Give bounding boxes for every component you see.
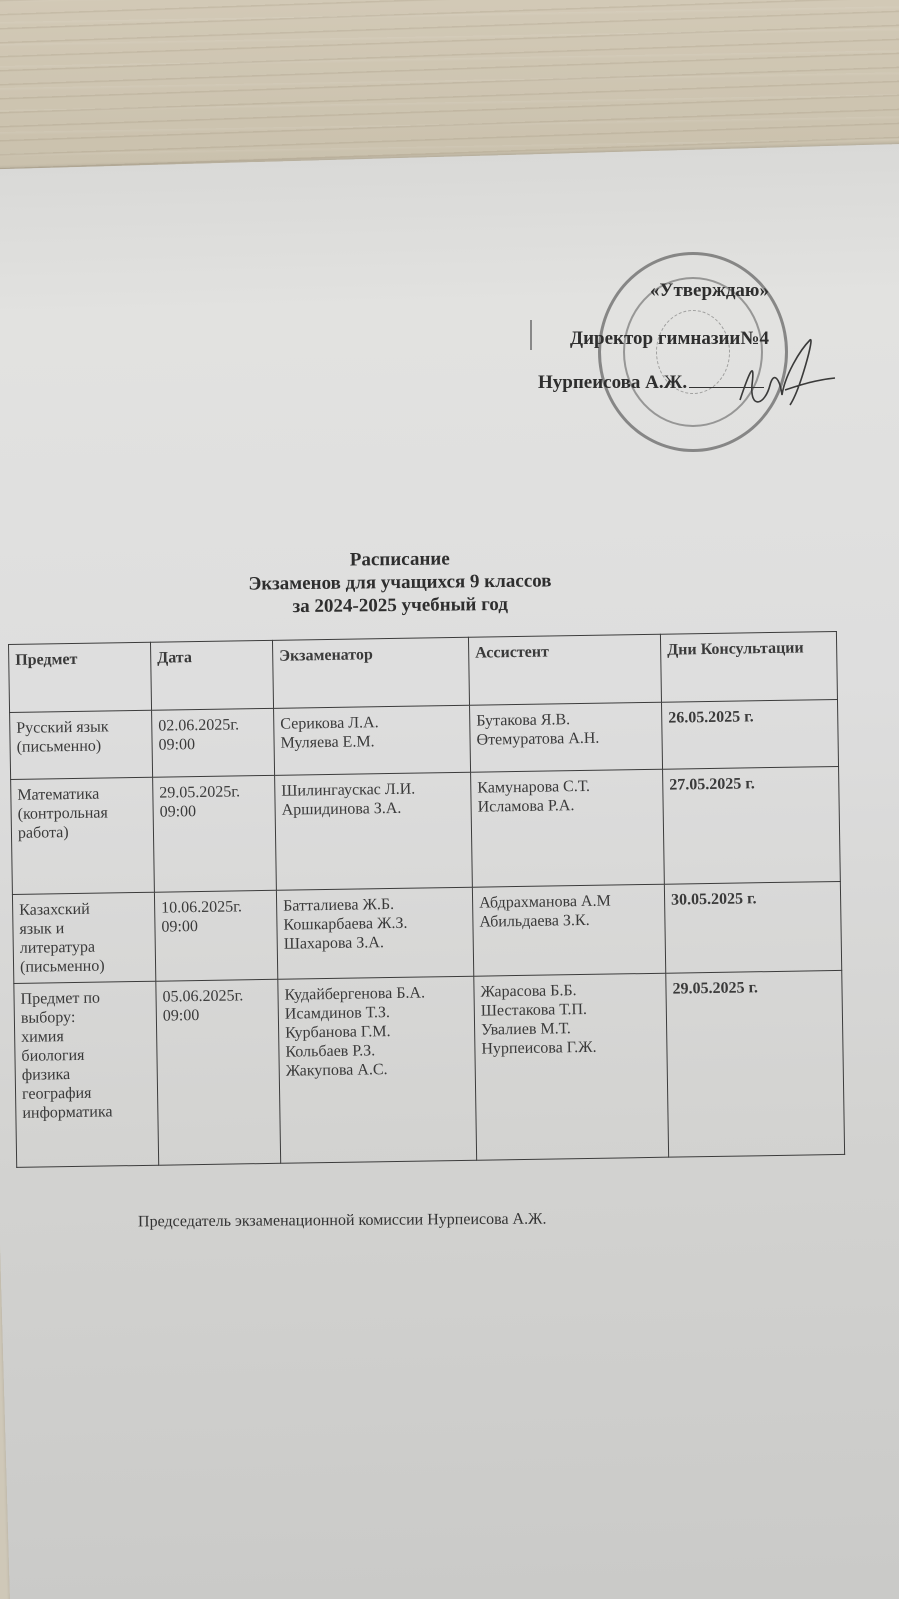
exam-schedule-table <box>8 631 844 1168</box>
text-line: Аршидинова З.А. <box>281 799 402 819</box>
text-line: Жарасова Б.Б. <box>480 982 577 1001</box>
header-date: Дата <box>150 640 273 710</box>
text-line: Исламова Р.А. <box>477 797 575 816</box>
cell-assistants <box>471 769 665 887</box>
text-line: Русский язык <box>16 718 109 737</box>
text-line: язык и <box>19 920 65 938</box>
text-line: литература <box>19 938 96 957</box>
commission-chairman-signature-line: Председатель экзаменационной комиссии Нурпеисова А.Ж. <box>137 1210 547 1231</box>
signature-icon <box>730 330 840 420</box>
text-line: 05.06.2025г. <box>162 987 244 1006</box>
text-line: физика <box>21 1066 71 1084</box>
header-examiner: Экзаменатор <box>272 637 469 708</box>
document-title <box>180 546 621 620</box>
cell-examiners <box>275 772 473 890</box>
cell-consultation: 29.05.2025 г. <box>666 970 845 1157</box>
cell-date <box>153 775 277 892</box>
title-line-2: Экзаменов для учащихся 9 классов <box>248 570 552 595</box>
cell-assistants <box>474 973 669 1160</box>
cell-subject <box>10 710 153 779</box>
text-line: химия <box>21 1028 64 1046</box>
text-line: Казахский <box>19 900 90 919</box>
text-line: (письменно) <box>16 737 102 756</box>
cell-subject <box>12 892 155 983</box>
margin-mark <box>530 320 532 350</box>
text-line: 09:00 <box>162 1007 200 1025</box>
text-line: Кольбаев Р.З. <box>285 1042 376 1061</box>
header-assistant: Ассистент <box>468 634 661 705</box>
title-line-3: за 2024-2025 учебный год <box>292 593 509 618</box>
cell-assistants <box>470 702 663 772</box>
text-line: Абдрахманова А.М <box>478 892 611 912</box>
cell-examiners <box>278 976 477 1163</box>
text-line: биология <box>21 1046 85 1065</box>
table-row <box>14 970 845 1167</box>
table-row <box>12 881 841 983</box>
text-line: 09:00 <box>158 736 196 754</box>
cell-subject <box>11 777 155 894</box>
text-line: информатика <box>22 1103 113 1122</box>
cell-consultation: 27.05.2025 г. <box>663 766 841 884</box>
text-line: Увалиев М.Т. <box>480 1020 571 1039</box>
text-line: Предмет по <box>20 989 101 1008</box>
title-line-1: Расписание <box>349 548 450 571</box>
text-line: Абильдаева З.К. <box>479 911 590 931</box>
text-line: Математика <box>17 785 100 804</box>
text-line: Шахарова З.А. <box>283 934 385 953</box>
text-line: география <box>21 1084 92 1103</box>
cell-examiners <box>274 705 471 775</box>
text-line: Исамдинов Т.З. <box>284 1004 391 1023</box>
text-line: Кошкарбаева Ж.З. <box>283 914 408 934</box>
text-line: 09:00 <box>159 803 197 821</box>
text-line: 09:00 <box>161 918 199 936</box>
approval-heading: «Утверждаю» <box>650 280 769 301</box>
approval-position: Директор гимназии№4 <box>570 328 769 349</box>
text-line: Батталиева Ж.Б. <box>283 895 395 915</box>
text-line: Нурпеисова Г.Ж. <box>481 1038 597 1058</box>
text-line: Өтемуратова А.Н. <box>476 729 600 749</box>
text-line: Муляева Е.М. <box>280 733 375 752</box>
cell-subject <box>14 981 159 1167</box>
director-name: Нурпеисова А.Ж. <box>538 372 688 393</box>
table-header-row <box>9 631 838 712</box>
cell-date <box>152 708 275 777</box>
text-line: (письменно) <box>19 957 105 976</box>
header-consultation-days: Дни Консультации <box>660 631 837 702</box>
text-line: 29.05.2025г. <box>159 783 241 802</box>
text-line: Камунарова С.Т. <box>477 777 591 797</box>
cell-examiners <box>276 887 473 979</box>
text-line: работа) <box>17 824 69 842</box>
text-line: 02.06.2025г. <box>158 716 240 735</box>
text-line: Жакупова А.С. <box>285 1061 388 1080</box>
text-line: Шестакова Т.П. <box>480 1000 588 1020</box>
text-line: Кудайбергенова Б.А. <box>284 984 426 1004</box>
table-row <box>11 766 841 894</box>
cell-consultation: 26.05.2025 г. <box>661 699 838 769</box>
cell-date <box>154 890 277 981</box>
cell-assistants <box>472 884 665 976</box>
text-line: Курбанова Г.М. <box>285 1023 391 1042</box>
text-line: Шилингаускас Л.И. <box>281 780 416 800</box>
cell-date <box>156 979 281 1165</box>
cell-consultation: 30.05.2025 г. <box>664 881 841 973</box>
text-line: 10.06.2025г. <box>161 898 243 917</box>
text-line: (контрольная <box>17 804 108 823</box>
text-line: выбору: <box>20 1008 76 1027</box>
text-line: Бутакова Я.В. <box>476 711 571 730</box>
text-line: Серикова Л.А. <box>280 714 379 733</box>
header-subject: Предмет <box>9 642 152 712</box>
